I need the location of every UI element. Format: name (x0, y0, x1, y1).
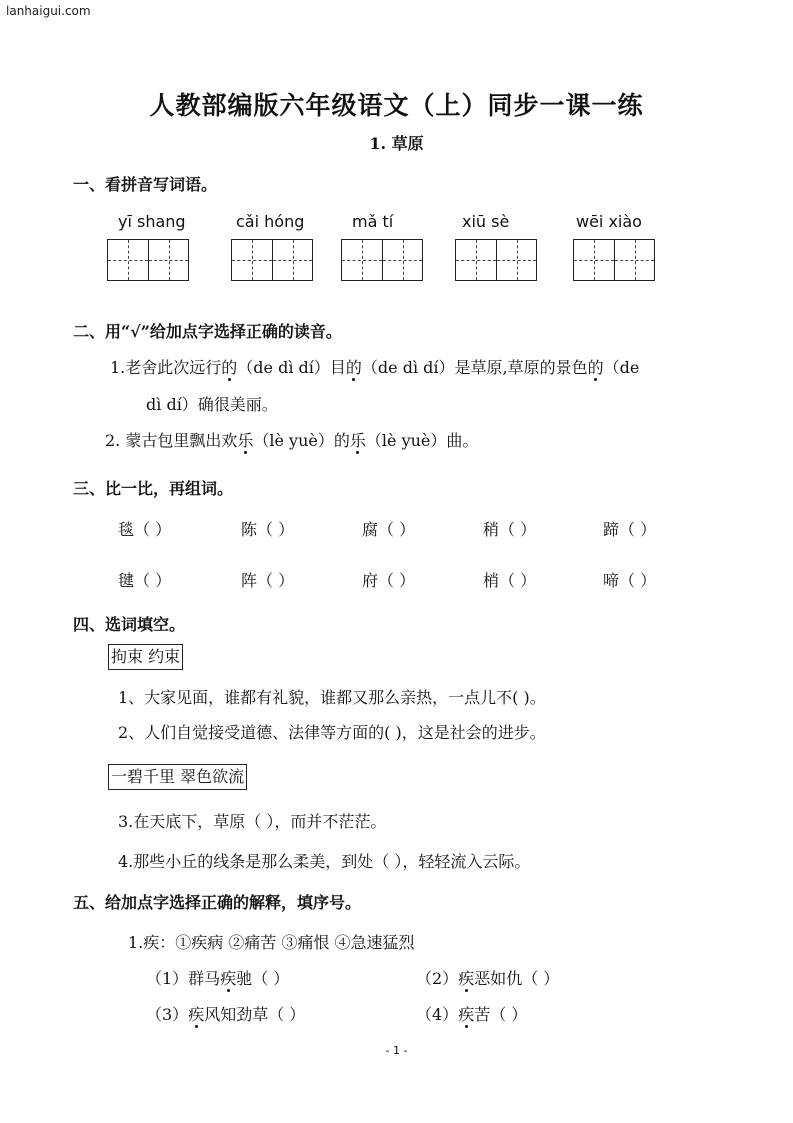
writing-grid-3[interactable] (341, 239, 423, 281)
dotted-char: 疾 (188, 1002, 204, 1025)
writing-grid-1[interactable] (107, 239, 189, 281)
question-2-2 (105, 428, 478, 451)
answer-5-1-2 (416, 966, 559, 989)
compare-5b: 啼（ ） (603, 571, 657, 590)
dotted-char: 的 (346, 355, 362, 378)
question-4-1: 1、大家见面，谁都有礼貌，谁都又那么亲热，一点儿不( )。 (118, 688, 546, 707)
text: （2） (416, 969, 459, 988)
pinyin-4: xiū sè (462, 212, 510, 231)
text: 1.老舍此次远行 (110, 358, 222, 377)
watermark: lanhaigui.com (6, 4, 91, 18)
section-3-heading: 三、比一比，再组词。 (73, 479, 234, 498)
answer-5-1-3 (146, 1002, 305, 1025)
page-number: - 1 - (385, 1044, 408, 1057)
pinyin-2: cǎi hóng (236, 212, 305, 231)
dotted-char: 疾 (458, 966, 474, 989)
text: （de (603, 358, 640, 377)
writing-grid-5[interactable] (573, 239, 655, 281)
dotted-char: 的 (221, 355, 237, 378)
text: （de dì dí）是草原,草原的景色 (361, 358, 588, 377)
pinyin-3: mǎ tí (352, 212, 394, 231)
question-4-3: 3.在天底下，草原（ ），而并不茫茫。 (118, 812, 387, 831)
dotted-char: 疾 (458, 1002, 474, 1025)
compare-3a: 腐（ ） (362, 520, 416, 539)
dotted-char: 的 (588, 355, 604, 378)
compare-1a: 毯（ ） (118, 520, 172, 539)
question-2-1-line2: dì dí）确很美丽。 (146, 395, 278, 414)
text: （lè yuè）的 (253, 431, 350, 450)
section-5-heading: 五、给加点字选择正确的解释，填序号。 (73, 893, 362, 912)
compare-2a: 陈（ ） (241, 520, 295, 539)
text: 驰（ ） (236, 969, 290, 988)
text: 风知劲草（ ） (204, 1005, 306, 1024)
compare-4b: 梢（ ） (483, 571, 537, 590)
text: （lè yuè）曲。 (365, 431, 479, 450)
compare-2b: 阵（ ） (241, 571, 295, 590)
word-choice-box-2: 一碧千里 翠色欲流 (108, 764, 247, 790)
question-4-2: 2、人们自觉接受道德、法律等方面的( )，这是社会的进步。 (118, 723, 546, 742)
pinyin-1: yī shang (118, 212, 186, 231)
writing-grid-2[interactable] (231, 239, 313, 281)
compare-4a: 稍（ ） (483, 520, 537, 539)
text: （3） (146, 1005, 189, 1024)
section-1-heading: 一、看拼音写词语。 (73, 175, 218, 194)
text: 苦（ ） (474, 1005, 528, 1024)
answer-5-1-4 (416, 1002, 527, 1025)
answer-5-1-1 (146, 966, 289, 989)
question-2-1-line1 (110, 355, 639, 378)
question-4-4: 4.那些小丘的线条是那么柔美，到处（ ），轻轻流入云际。 (118, 852, 531, 871)
dotted-char: 疾 (220, 966, 236, 989)
pinyin-5: wēi xiào (576, 212, 642, 231)
question-5-1: 1.疾：①疾病 ②痛苦 ③痛恨 ④急速猛烈 (128, 933, 415, 952)
lesson-title: 1. 草原 (369, 134, 424, 153)
text: 恶如仇（ ） (474, 969, 560, 988)
compare-1b: 毽（ ） (118, 571, 172, 590)
compare-5a: 蹄（ ） (603, 520, 657, 539)
dotted-char: 乐 (350, 428, 366, 451)
section-2-heading: 二、用“√”给加点字选择正确的读音。 (73, 322, 342, 341)
dotted-char: 乐 (237, 428, 253, 451)
text: （de dì dí）目 (237, 358, 346, 377)
compare-3b: 府（ ） (362, 571, 416, 590)
text: （1）群马 (146, 969, 221, 988)
page-title: 人教部编版六年级语文（上）同步一课一练 (149, 91, 644, 120)
text: 2. 蒙古包里飘出欢 (105, 431, 238, 450)
word-choice-box-1: 拘束 约束 (108, 644, 183, 670)
text: （4） (416, 1005, 459, 1024)
section-4-heading: 四、选词填空。 (73, 615, 186, 634)
writing-grid-4[interactable] (455, 239, 537, 281)
